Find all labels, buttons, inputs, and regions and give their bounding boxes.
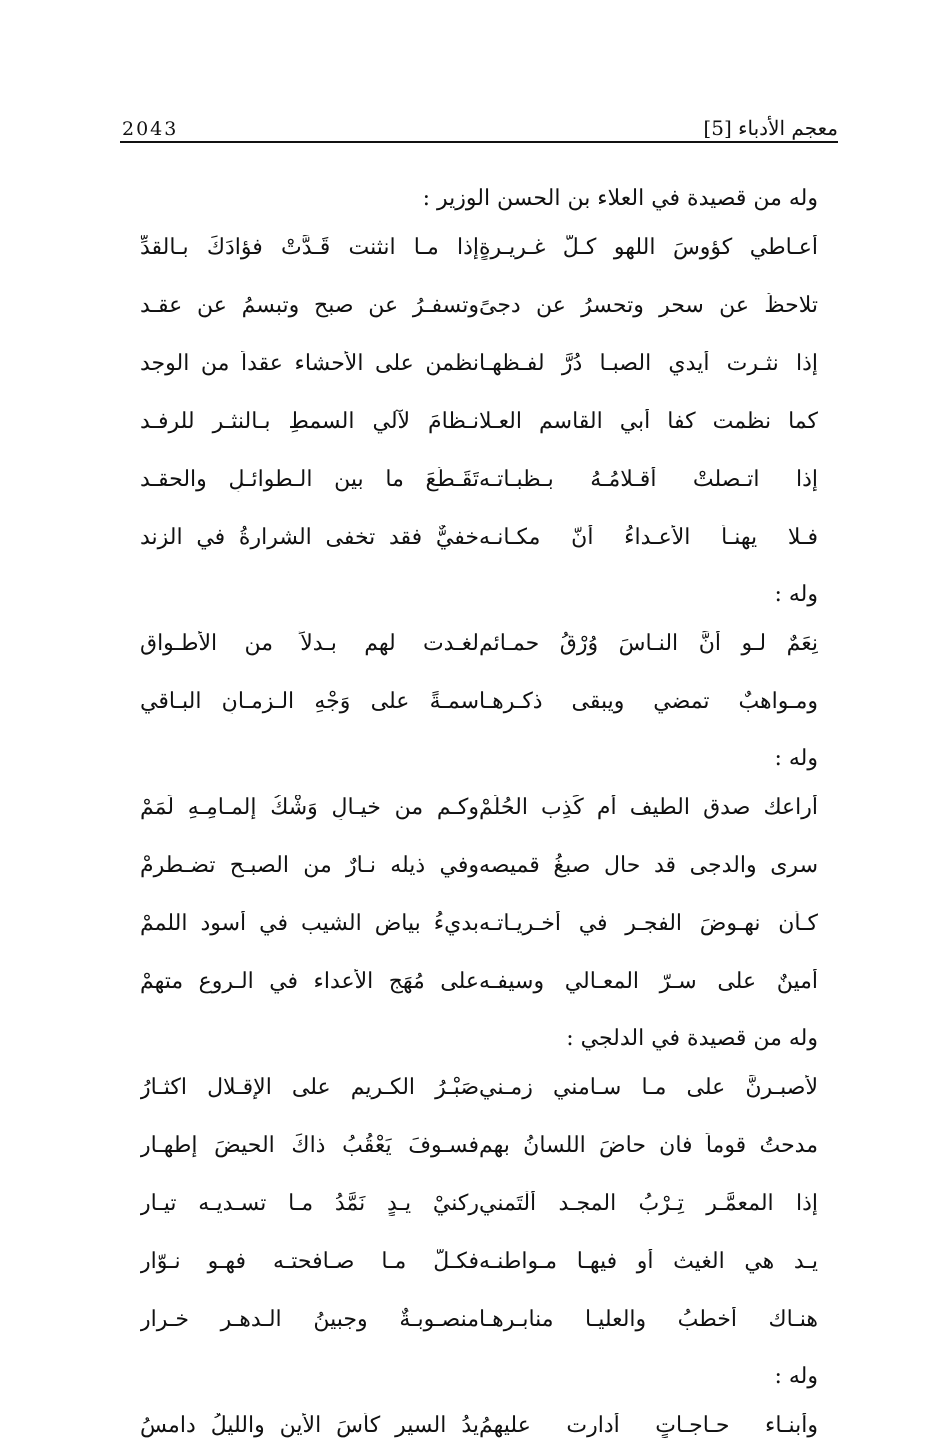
- first-hemistich: هنـاك أخطبُ والعليـا منابـرهـا: [479, 1306, 818, 1332]
- second-hemistich: يدُ السير كأسَ الأين والليلُ دامسُ: [140, 1412, 479, 1438]
- first-hemistich: أمينٌ على سـرّ المعـالي وسيفـه: [479, 968, 818, 994]
- first-hemistich: أراعك صدق الطيف أم كَذِب الحُلُمْ: [479, 794, 818, 820]
- running-header: [122, 106, 838, 140]
- verse-line: [140, 1174, 818, 1232]
- section-intro: وله من قصيدة في العلاء بن الحسن الوزير :: [422, 186, 818, 211]
- section-intro: وله :: [774, 582, 818, 607]
- verse-line: [140, 952, 818, 1010]
- second-hemistich: وفي ذيله نـارٌ من الصبـح تضـطرمْ: [140, 852, 479, 878]
- first-hemistich: كـأن نهـوضَ الفجـرِ في أخـريـاتـه: [479, 910, 818, 936]
- verse-line: [140, 1116, 818, 1174]
- header-rule: [120, 141, 838, 143]
- page-number: 2043: [122, 118, 179, 140]
- first-hemistich: كما نظمت كفا أبي القاسم العـلا: [479, 408, 818, 434]
- verse-line: [140, 218, 818, 276]
- first-hemistich: فـلا يهنـأ الأعـداءُ أنّ مكـانـه: [479, 524, 818, 550]
- first-hemistich: إذا اتـصلتْ أقـلامُـهُ بـظبـاتـه: [479, 466, 818, 492]
- second-hemistich: على مُهَجِ الأعداء في الـروع متهمْ: [140, 968, 479, 994]
- second-hemistich: فسـوفَ يَعْقُبُ ذاكَ الحيضَ إطهـار: [140, 1132, 479, 1158]
- verse-line: [140, 836, 818, 894]
- verse-line: [140, 1058, 818, 1116]
- second-hemistich: إذا مـا انثنت قَـدَّتْ فؤادَكَ بـالقدِّ: [140, 234, 479, 260]
- section-intro: وله :: [774, 746, 818, 771]
- second-hemistich: بديءُ بياضِ الشيب في أسود اللممْ: [140, 910, 479, 936]
- verse-line: [140, 1232, 818, 1290]
- first-hemistich: نِعَمٌ لـو أنَّ النـاسَ وُرْقُ حمـائمٍ: [479, 630, 818, 656]
- poetry-body: [140, 170, 818, 1454]
- first-hemistich: يـد هي الغيث أو فيهـا مـواطنـه: [479, 1248, 818, 1274]
- section-intro: وله :: [774, 1364, 818, 1389]
- verse-line: [140, 894, 818, 952]
- verse-line: [140, 1290, 818, 1348]
- verse-line: [140, 450, 818, 508]
- first-hemistich: مدحتُ قوماً فان حاضَ اللسانُ بهم: [479, 1132, 818, 1158]
- second-hemistich: تَقَـطَّعَ ما بين الـطوائـلِ والحقـد: [140, 466, 479, 492]
- first-hemistich: ومـواهبٌ تمضي ويبقى ذكـرهـا: [479, 688, 818, 714]
- second-hemistich: نظمن على الأحشاء عقداً من الوجد: [140, 350, 479, 376]
- verse-line: [140, 392, 818, 450]
- first-hemistich: لأصبـرنَّ على مـا سـامني زمـني: [479, 1074, 818, 1100]
- second-hemistich: لغـدت لهم بـدلاً من الأطـواقِ: [140, 630, 479, 656]
- first-hemistich: إذا المعمَّـر تِـرْبُ المجـد ألْتَمني: [479, 1190, 818, 1216]
- second-hemistich: سمـةً على وَجْهِ الـزمـانِ البـاقي: [140, 688, 479, 714]
- second-hemistich: صَبْـرُ الكـريم على الإقـلال اكثـارُ: [140, 1074, 479, 1100]
- verse-line: [140, 508, 818, 566]
- first-hemistich: إذا نثـرت أيدي الصبـا دُرَّ لفـظهـا: [479, 350, 818, 376]
- second-hemistich: وتسفـرُ عن صبح وتبسمُ عن عقـد: [140, 292, 479, 318]
- first-hemistich: تلاحظُ عن سحرٍ وتحسرُ عن دجىً: [479, 292, 818, 318]
- verse-line: [140, 334, 818, 392]
- first-hemistich: وأبنـاء حـاجـاتٍ أدارت عليهمُ: [479, 1412, 818, 1438]
- second-hemistich: وكـم من خيـالٍ وَشْكُ إلمـامِـهِ لَمَمْ: [140, 794, 479, 820]
- first-hemistich: سرى والدجى قد حال صبغُ قميصه: [479, 852, 818, 878]
- section-intro: وله من قصيدة في الدلجي :: [566, 1026, 818, 1051]
- second-hemistich: منصـوبـةٌ وجبينُ الـدهـرِ خـرار: [140, 1306, 479, 1332]
- book-title: معجم الأدباء [5]: [703, 116, 838, 140]
- verse-line: [140, 614, 818, 672]
- second-hemistich: نـظامَ لآلي السمطِ بـالنثـر للرفـد: [140, 408, 479, 434]
- verse-line: [140, 778, 818, 836]
- second-hemistich: خفيٌّ فقد تخفى الشرارةُ في الزند: [140, 524, 479, 550]
- verse-line: [140, 1396, 818, 1454]
- first-hemistich: أعـاطي كؤوسَ اللهو كـلَّ غـريـرةٍ: [479, 234, 818, 260]
- verse-line: [140, 672, 818, 730]
- second-hemistich: ركنيْ يـدٍ نَمَّدُ مـا تسـديـه تيـار: [140, 1190, 479, 1216]
- verse-line: [140, 276, 818, 334]
- second-hemistich: فكـلّ مـا صـافحتـه فهـو نـوّار: [140, 1248, 479, 1274]
